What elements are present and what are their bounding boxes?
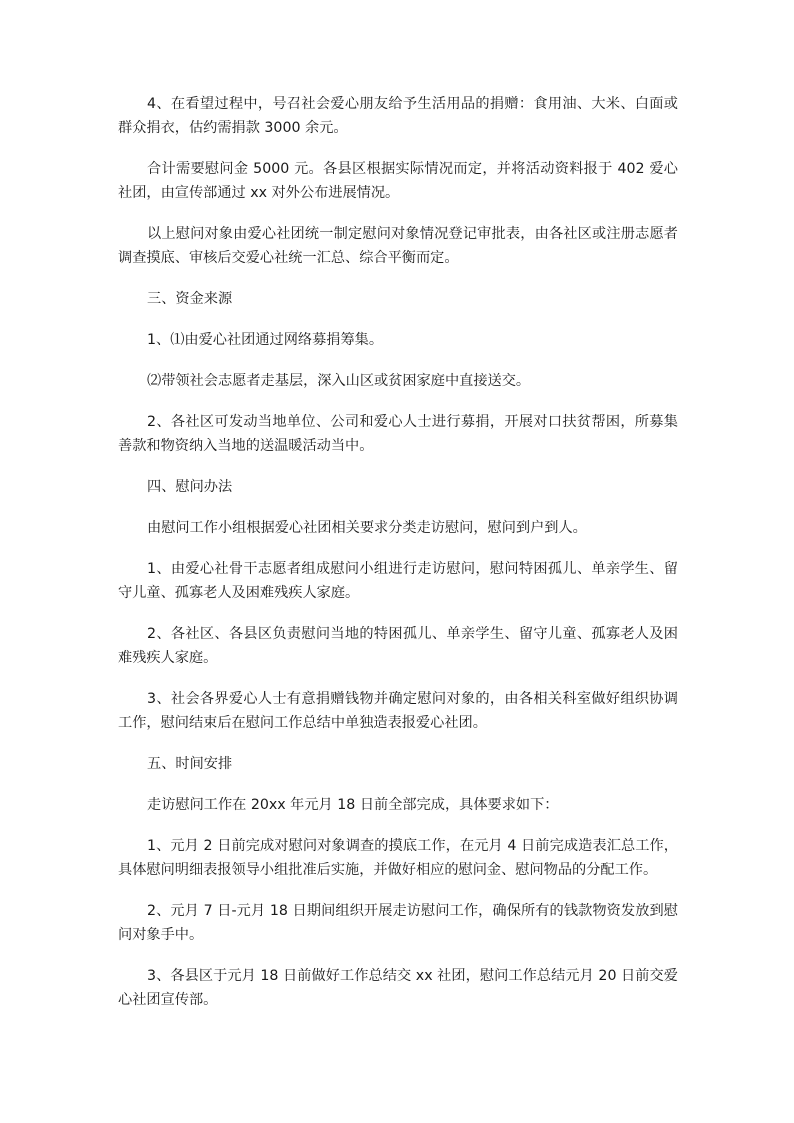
paragraph-visit-overview: 由慰问工作小组根据爱心社团相关要求分类走访慰问，慰问到户到人。 bbox=[147, 520, 587, 536]
paragraph-schedule-overview: 走访慰问工作在 20xx 年元月 18 日前全部完成，具体要求如下： bbox=[147, 797, 559, 813]
paragraph-visit-communities: 2、各社区、各县区负责慰问当地的特困孤儿、单亲学生、留守儿童、孤寡老人及困难残疾人家庭。 bbox=[118, 626, 678, 666]
document-body bbox=[118, 92, 678, 1029]
paragraph-donation-call: 4、在看望过程中，号召社会爱心朋友给予生活用品的捐赠：食用油、大米、白面或群众捐衣，估约需捐款 3000 余元。 bbox=[118, 96, 678, 136]
paragraph-schedule-step-1: 1、元月 2 日前完成对慰问对象调查的摸底工作，在元月 4 日前完成造表汇总工作，具体慰问明细表报领导小组批准后实施，并做好相应的慰问金、慰问物品的分配工作。 bbox=[118, 838, 678, 878]
paragraph-funding-volunteers: ⑵带领社会志愿者走基层，深入山区或贫困家庭中直接送交。 bbox=[147, 373, 531, 389]
section-heading-funding-sources: 三、资金来源 bbox=[147, 291, 233, 307]
paragraph-total-funds: 合计需要慰问金 5000 元。各县区根据实际情况而定，并将活动资料报于 402 爱心社团，由宣传部通过 xx 对外公布进展情况。 bbox=[118, 161, 678, 201]
section-heading-visit-method: 四、慰问办法 bbox=[147, 479, 233, 495]
section-heading-schedule: 五、时间安排 bbox=[147, 756, 233, 772]
paragraph-recipient-registration: 以上慰问对象由爱心社团统一制定慰问对象情况登记审批表，由各社区或注册志愿者调查摸底、审核后交爱心社统一汇总、综合平衡而定。 bbox=[118, 226, 678, 266]
paragraph-schedule-step-3: 3、各县区于元月 18 日前做好工作总结交 xx 社团，慰问工作总结元月 20 日前交爱心社团宣传部。 bbox=[118, 968, 678, 1008]
paragraph-visit-donors: 3、社会各界爱心人士有意捐赠钱物并确定慰问对象的，由各相关科室做好组织协调工作，慰问结束后在慰问工作总结中单独造表报爱心社团。 bbox=[118, 691, 678, 731]
paragraph-schedule-step-2: 2、元月 7 日-元月 18 日期间组织开展走访慰问工作，确保所有的钱款物资发放到慰问对象手中。 bbox=[118, 903, 678, 943]
paragraph-funding-community: 2、各社区可发动当地单位、公司和爱心人士进行募捐，开展对口扶贫帮困，所募集善款和物资纳入当地的送温暖活动当中。 bbox=[118, 414, 678, 454]
paragraph-funding-online: 1、⑴由爱心社团通过网络募捐筹集。 bbox=[147, 332, 384, 348]
paragraph-visit-volunteer-group: 1、由爱心社骨干志愿者组成慰问小组进行走访慰问，慰问特困孤儿、单亲学生、留守儿童、孤寡老人及困难残疾人家庭。 bbox=[118, 561, 678, 601]
